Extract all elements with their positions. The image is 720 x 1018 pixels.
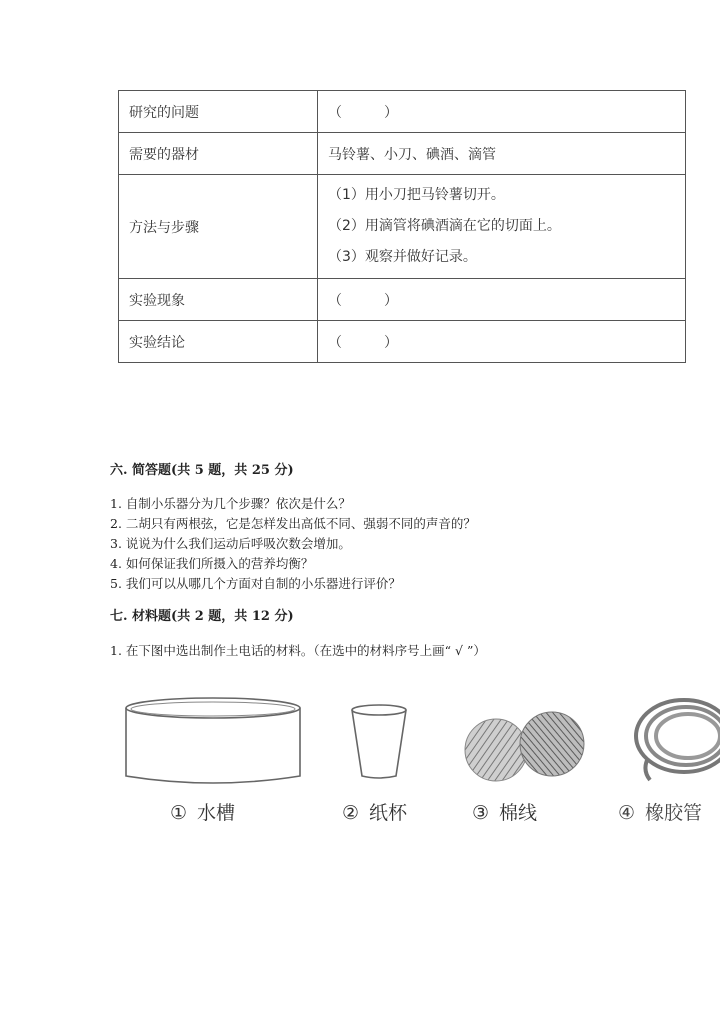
list-item: 3. 说说为什么我们运动后呼吸次数会增加。 [110, 536, 351, 551]
list-item: 2. 二胡只有两根弦，它是怎样发出高低不同、强弱不同的声音的？ [110, 516, 476, 531]
caption-label: 棉线 [499, 802, 538, 824]
table-row [119, 175, 686, 279]
row-value: （ ） [318, 321, 686, 363]
table-row [119, 133, 686, 175]
table-row [119, 321, 686, 363]
experiment-table [118, 90, 686, 363]
caption-label: 水槽 [197, 802, 236, 824]
table-row [119, 279, 686, 321]
cotton-thread-figure [460, 704, 588, 784]
material-caption-4 [618, 798, 702, 825]
caption-label: 橡胶管 [645, 802, 703, 824]
caption-number: ④ [618, 802, 636, 824]
material-caption-2 [342, 798, 407, 825]
caption-number: ② [342, 802, 360, 824]
paper-cup-figure [346, 700, 412, 782]
row-label: 需要的器材 [119, 133, 318, 175]
list-item: 4. 如何保证我们所摄入的营养均衡？ [110, 556, 314, 571]
step-item: （1）用小刀把马铃薯切开。 [328, 187, 505, 203]
short-answer-list [110, 494, 476, 594]
row-value: 马铃薯、小刀、碘酒、滴管 [318, 133, 686, 175]
row-label: 研究的问题 [119, 91, 318, 133]
table-row [119, 91, 686, 133]
row-value: （ ） [318, 279, 686, 321]
section-7-title: 七. 材料题(共 2 题，共 12 分) [110, 609, 294, 624]
row-value: （ ） [318, 91, 686, 133]
step-item: （2）用滴管将碘酒滴在它的切面上。 [328, 218, 561, 234]
row-label: 方法与步骤 [119, 175, 318, 279]
material-question: 1. 在下图中选出制作土电话的材料。（在选中的材料序号上画“ √ ”） [110, 643, 486, 658]
row-label: 实验现象 [119, 279, 318, 321]
section-6-title: 六. 简答题(共 5 题，共 25 分) [110, 463, 294, 478]
step-item: （3）观察并做好记录。 [328, 249, 477, 265]
material-caption-1 [170, 798, 235, 825]
caption-label: 纸杯 [369, 802, 408, 824]
rubber-tube-figure [628, 696, 720, 788]
list-item: 1. 自制小乐器分为几个步骤？依次是什么？ [110, 496, 351, 511]
list-item: 5. 我们可以从哪几个方面对自制的小乐器进行评价？ [110, 576, 401, 591]
caption-number: ③ [472, 802, 490, 824]
material-caption-3 [472, 798, 537, 825]
water-trough-figure [118, 694, 308, 786]
steps-cell [318, 175, 686, 279]
caption-number: ① [170, 802, 188, 824]
row-label: 实验结论 [119, 321, 318, 363]
